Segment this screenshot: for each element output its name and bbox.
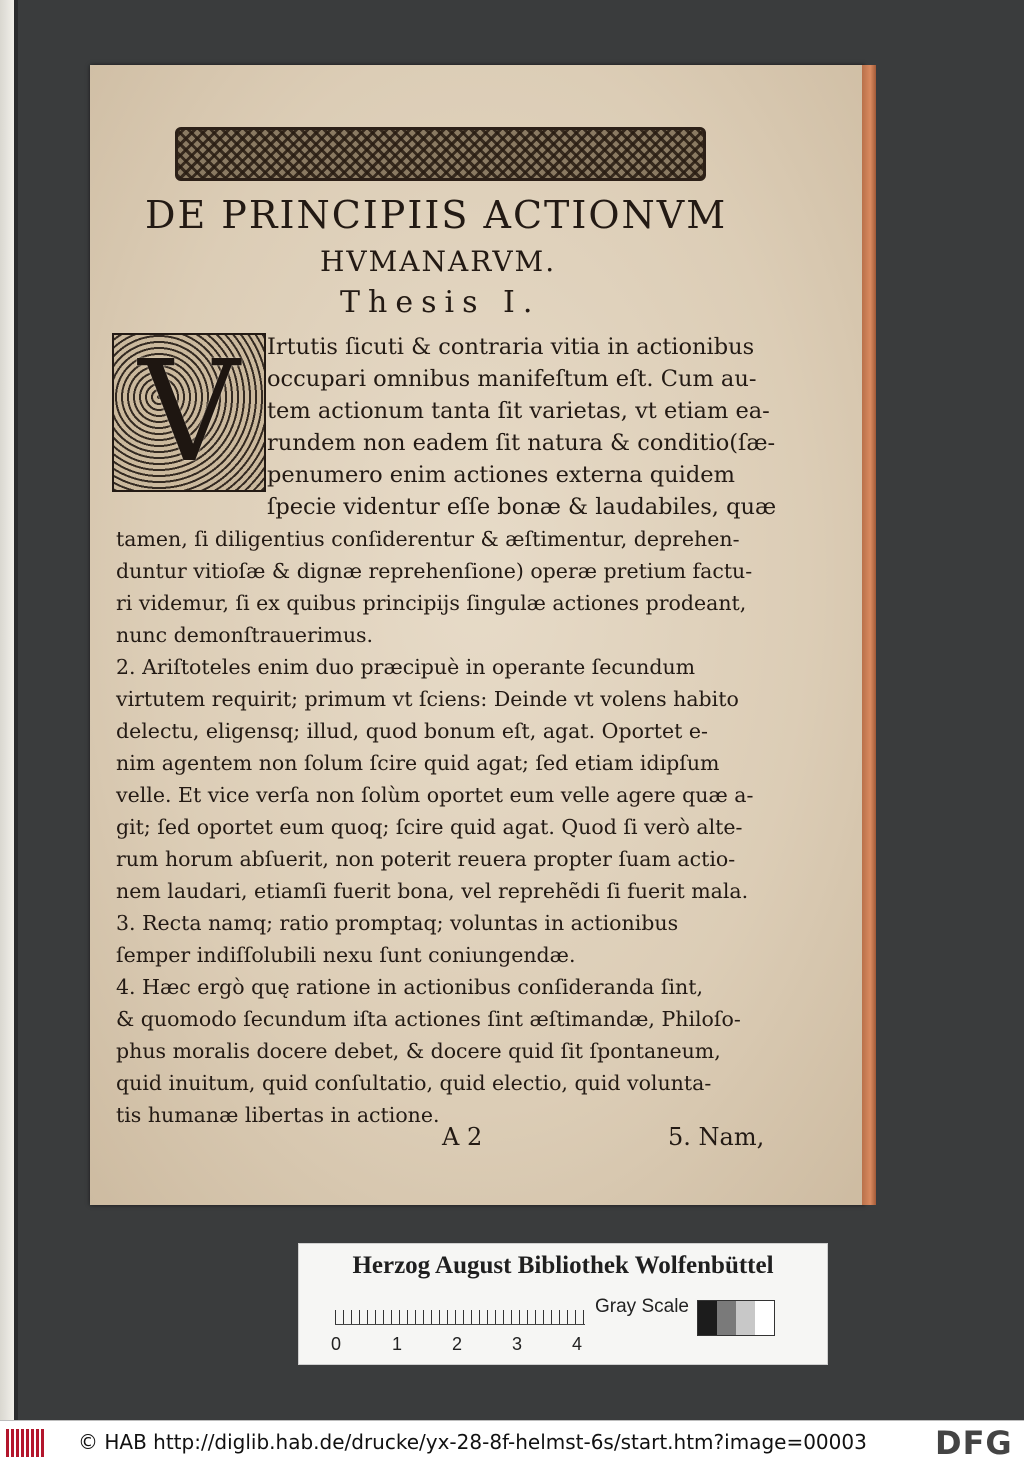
ruler-number: 3 — [512, 1334, 523, 1354]
text-line: nim agentem non ſolum ſcire quid agat; ſed etiam idipſum — [116, 751, 720, 775]
scale-ruler — [335, 1294, 585, 1325]
ruler-number: 0 — [331, 1334, 342, 1354]
text-line: tis humanæ libertas in actione. — [116, 1103, 440, 1127]
text-line: nem laudari, etiamſi fuerit bona, vel reprehẽdi ſi fuerit mala. — [116, 879, 749, 903]
text-line: 4. Hæc ergò quę ratione in actionibus conſideranda ſint, — [116, 975, 703, 999]
text-line: 2. Ariſtoteles enim duo præcipuè in operante ſecundum — [116, 655, 696, 679]
catchword: 5. Nam, — [668, 1123, 765, 1151]
hab-logo-icon — [6, 1429, 46, 1457]
dfg-logo: DFG — [935, 1424, 1013, 1462]
text-line: phus moralis docere debet, & docere quid ſit ſpontaneum, — [116, 1039, 721, 1063]
gray-swatch — [698, 1301, 717, 1335]
ruler-number: 2 — [452, 1334, 463, 1354]
text-line: & quomodo ſecundum iſta actiones ſint æſtimandæ, Philoſo- — [116, 1007, 741, 1031]
text-line: velle. Et vice verſa non ſolùm oportet eum velle agere quæ a- — [116, 783, 754, 807]
gray-swatch — [736, 1301, 755, 1335]
headpiece-ornament — [175, 127, 706, 181]
page-edge — [862, 65, 876, 1205]
signature-mark: A 2 — [442, 1123, 483, 1151]
text-line: virtutem requirit; primum vt ſciens: Deinde vt volens habito — [116, 687, 739, 711]
viewer-footer — [0, 1420, 1024, 1465]
text-line: duntur vitioſæ & dignæ reprehenſione) operæ pretium factu- — [116, 559, 753, 583]
thesis-heading: Thesis I. — [340, 285, 541, 320]
text-line: 3. Recta namq; ratio promptaq; voluntas in actionibus — [116, 911, 679, 935]
text-line: penumero enim actiones externa quidem — [267, 462, 735, 488]
gray-scale-swatches — [697, 1300, 775, 1336]
gray-swatch — [755, 1301, 774, 1335]
text-line: nunc demonſtrauerimus. — [116, 623, 374, 647]
text-line: ri videmur, ſi ex quibus principijs ſingulæ actiones prodeant, — [116, 591, 747, 615]
scanner-left-strip — [0, 0, 14, 1420]
text-line: ſemper indiſſolubili nexu ſunt coniungendæ. — [116, 943, 576, 967]
text-line: git; ſed oportet eum quoq; ſcire quid agat. Quod ſi verò alte- — [116, 815, 743, 839]
text-line: delectu, eligensq; illud, quod bonum eſt, agat. Oportet e- — [116, 719, 708, 743]
library-color-label — [298, 1243, 828, 1365]
gray-scale-label: Gray Scale — [595, 1296, 689, 1317]
title-line-1: DE PRINCIPIIS ACTIONVM — [145, 193, 728, 237]
text-line: occupari omnibus manifeſtum eſt. Cum au- — [267, 366, 757, 392]
ruler-number: 1 — [392, 1334, 403, 1354]
text-line: ſpecie videntur eſſe bonæ & laudabiles, quæ — [267, 494, 777, 520]
title-line-2: HVMANARVM. — [320, 245, 557, 278]
text-line: quid inuitum, quid conſultatio, quid electio, quid volunta- — [116, 1071, 712, 1095]
decorated-initial — [112, 330, 266, 494]
ruler-number: 4 — [572, 1334, 583, 1354]
scanner-left-edge — [14, 0, 18, 1420]
gray-swatch — [717, 1301, 736, 1335]
text-line: rum horum abſuerit, non poterit reuera propter ſuam actio- — [116, 847, 736, 871]
footer-copyright-link[interactable]: © HAB http://diglib.hab.de/drucke/yx-28-8f-helmst-6s/start.htm?image=00003 — [78, 1430, 867, 1454]
initial-letter: V — [138, 330, 240, 494]
book-page — [90, 65, 865, 1205]
text-line: tem actionum tanta ſit varietas, vt etiam ea- — [267, 398, 770, 424]
library-name: Herzog August Bibliothek Wolfenbüttel — [352, 1252, 774, 1279]
text-line: rundem non eadem ſit natura & conditio(ſæ- — [267, 430, 776, 456]
text-line: Irtutis ſicuti & contraria vitia in actionibus — [267, 334, 755, 360]
text-line: tamen, ſi diligentius conſiderentur & æſtimentur, deprehen- — [116, 527, 740, 551]
